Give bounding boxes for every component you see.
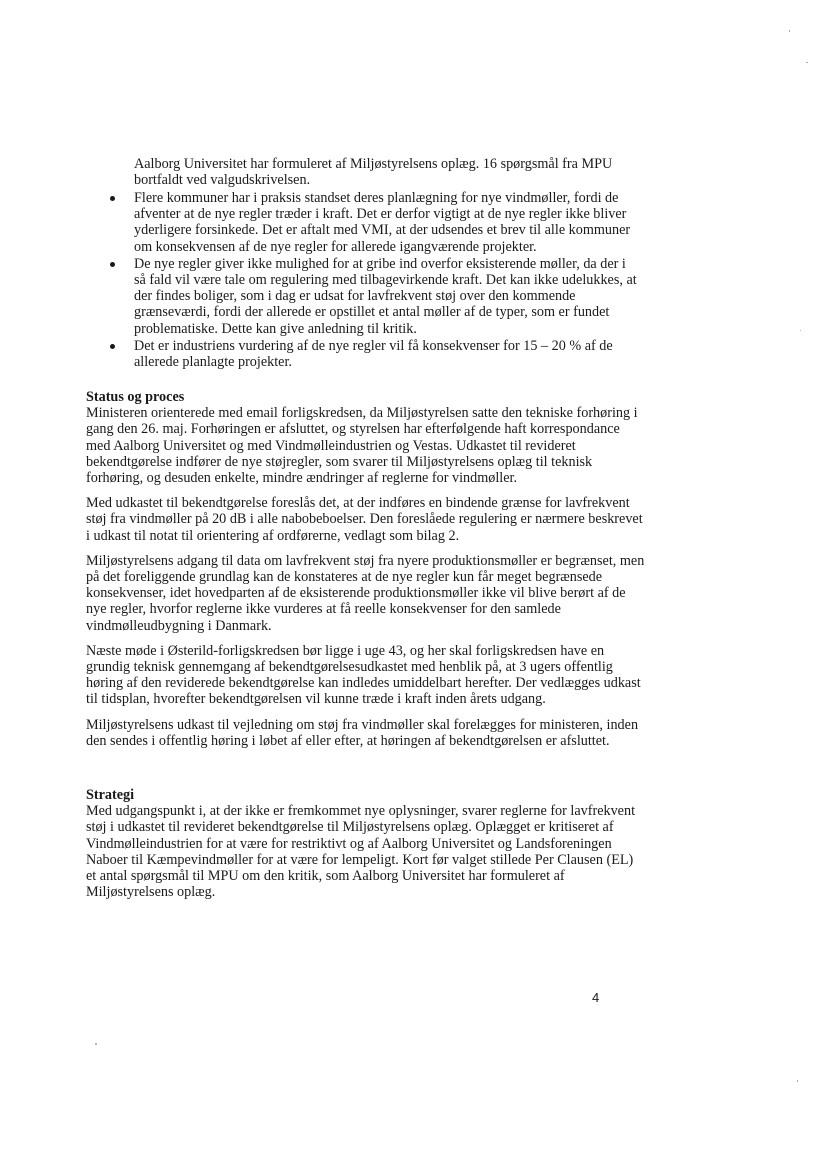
list-item <box>110 256 640 337</box>
bullet-icon <box>110 196 115 201</box>
list-item <box>110 338 640 370</box>
paragraph: Med udgangspunkt i, at der ikke er fremkommet nye oplysninger, svarer reglerne for lavfrekvent støj i udkastet til revideret bekendtgørelse til Miljøstyrelsens oplæg. Oplægget er kritiseret af Vindmølleindustrien for at være for restriktivt og af Aalborg Universitet og Landsforeningen Naboer til Kæmpevindmøller for at være for lempeligt. Kort før valget stillede Per Clausen (EL) et antal spørgsmål til MPU om den kritik, som Aalborg Universitet har formuleret af Miljøstyrelsens oplæg. <box>86 803 636 901</box>
section-strategi <box>86 787 646 909</box>
list-item <box>110 190 640 255</box>
paragraph: Miljøstyrelsens adgang til data om lavfrekvent støj fra nyere produktionsmøller er begrænset, men på det foreliggende grundlag kan de konstateres at de nye regler kun får meget begrænsede konsekvenser, idet hovedparten af de eksisterende produktionsmøller ikke vil blive berørt af de nye regler, hvorfor reglerne ikke vurderes at få reelle konsekvenser for den samlede vindmølleudbygning i Danmark. <box>86 552 645 634</box>
scan-speck <box>95 1043 97 1045</box>
bullet-icon <box>110 344 115 349</box>
scan-speck <box>800 330 801 331</box>
bullet-list <box>110 190 640 371</box>
section-heading: Strategi <box>86 787 135 803</box>
section-heading: Status og proces <box>86 389 185 405</box>
scan-speck <box>806 62 808 63</box>
bullet-icon <box>110 262 115 267</box>
list-item-text: Flere kommuner har i praksis standset deres planlægning for nye vindmøller, fordi de afventer at de nye regler træder i kraft. Det er derfor vigtigt at de nye regler ikke bliver yderligere forsinkede. Det er aftalt med VMI, at der udsendes et brev til alle kommuner om konsekvensen af de nye regler for allerede igangværende projekter. <box>134 190 631 255</box>
scan-speck <box>797 1080 798 1082</box>
list-item-text: Det er industriens vurdering af de nye regler vil få konsekvenser for 15 – 20 % af de allerede planlagte projekter. <box>134 337 613 371</box>
continuation-text: Aalborg Universitet har formuleret af Miljøstyrelsens oplæg. 16 spørgsmål fra MPU bortfaldt ved valgudskrivelsen. <box>134 156 613 189</box>
list-item-text: De nye regler giver ikke mulighed for at gribe ind overfor eksisterende møller, da der i så fald vil være tale om regulering med tilbagevirkende kraft. Det kan ikke udelukkes, at der findes boliger, som i dag er udsat for lavfrekvent støj over den kommende grænseværdi, fordi der allerede er opstillet et antal møller af de typer, som er fundet problematiske. Dette kan give anledning til kritik. <box>134 255 637 337</box>
paragraph: Med udkastet til bekendtgørelse foreslås det, at der indføres en bindende grænse for lavfrekvent støj fra vindmøller på 20 dB i alle nabobeboelser. Den foreslåede regulering er nærmere beskrevet i udkast til notat til orientering af ordførerne, vedlagt som bilag 2. <box>86 495 643 544</box>
paragraph: Ministeren orienterede med email forligskredsen, da Miljøstyrelsen satte den tekniske forhøring i gang den 26. maj. Forhøringen er afsluttet, og styrelsen har efterfølgende haft korrespondance med Aalborg Universitet og med Vindmølleindustrien og Vestas. Udkastet til revideret bekendtgørelse indfører de nye støjregler, som svarer til Miljøstyrelsens oplæg til teknisk forhøring, og desuden enkelte, mindre ændringer af reglerne for vindmøller. <box>86 405 638 487</box>
scan-speck <box>789 30 790 32</box>
section-status <box>86 389 646 758</box>
paragraph: Næste møde i Østerild-forligskredsen bør ligge i uge 43, og her skal forligskredsen have en grundig teknisk gennemgang af bekendtgørelsesudkastet med henblik på, at 3 ugers offentlig høring af den reviderede bekendtgørelse kan indledes umiddelbart herefter. Der vedlægges udkast til tidsplan, hvorefter bekendtgørelsen vil kunne træde i kraft inden årets udgang. <box>86 642 641 708</box>
paragraph: Miljøstyrelsens udkast til vejledning om støj fra vindmøller skal forelægges for ministeren, inden den sendes i offentlig høring i løbet af eller efter, at høringen af bekendtgørelsen er afsluttet. <box>86 716 639 749</box>
page-number: 4 <box>592 990 600 1005</box>
